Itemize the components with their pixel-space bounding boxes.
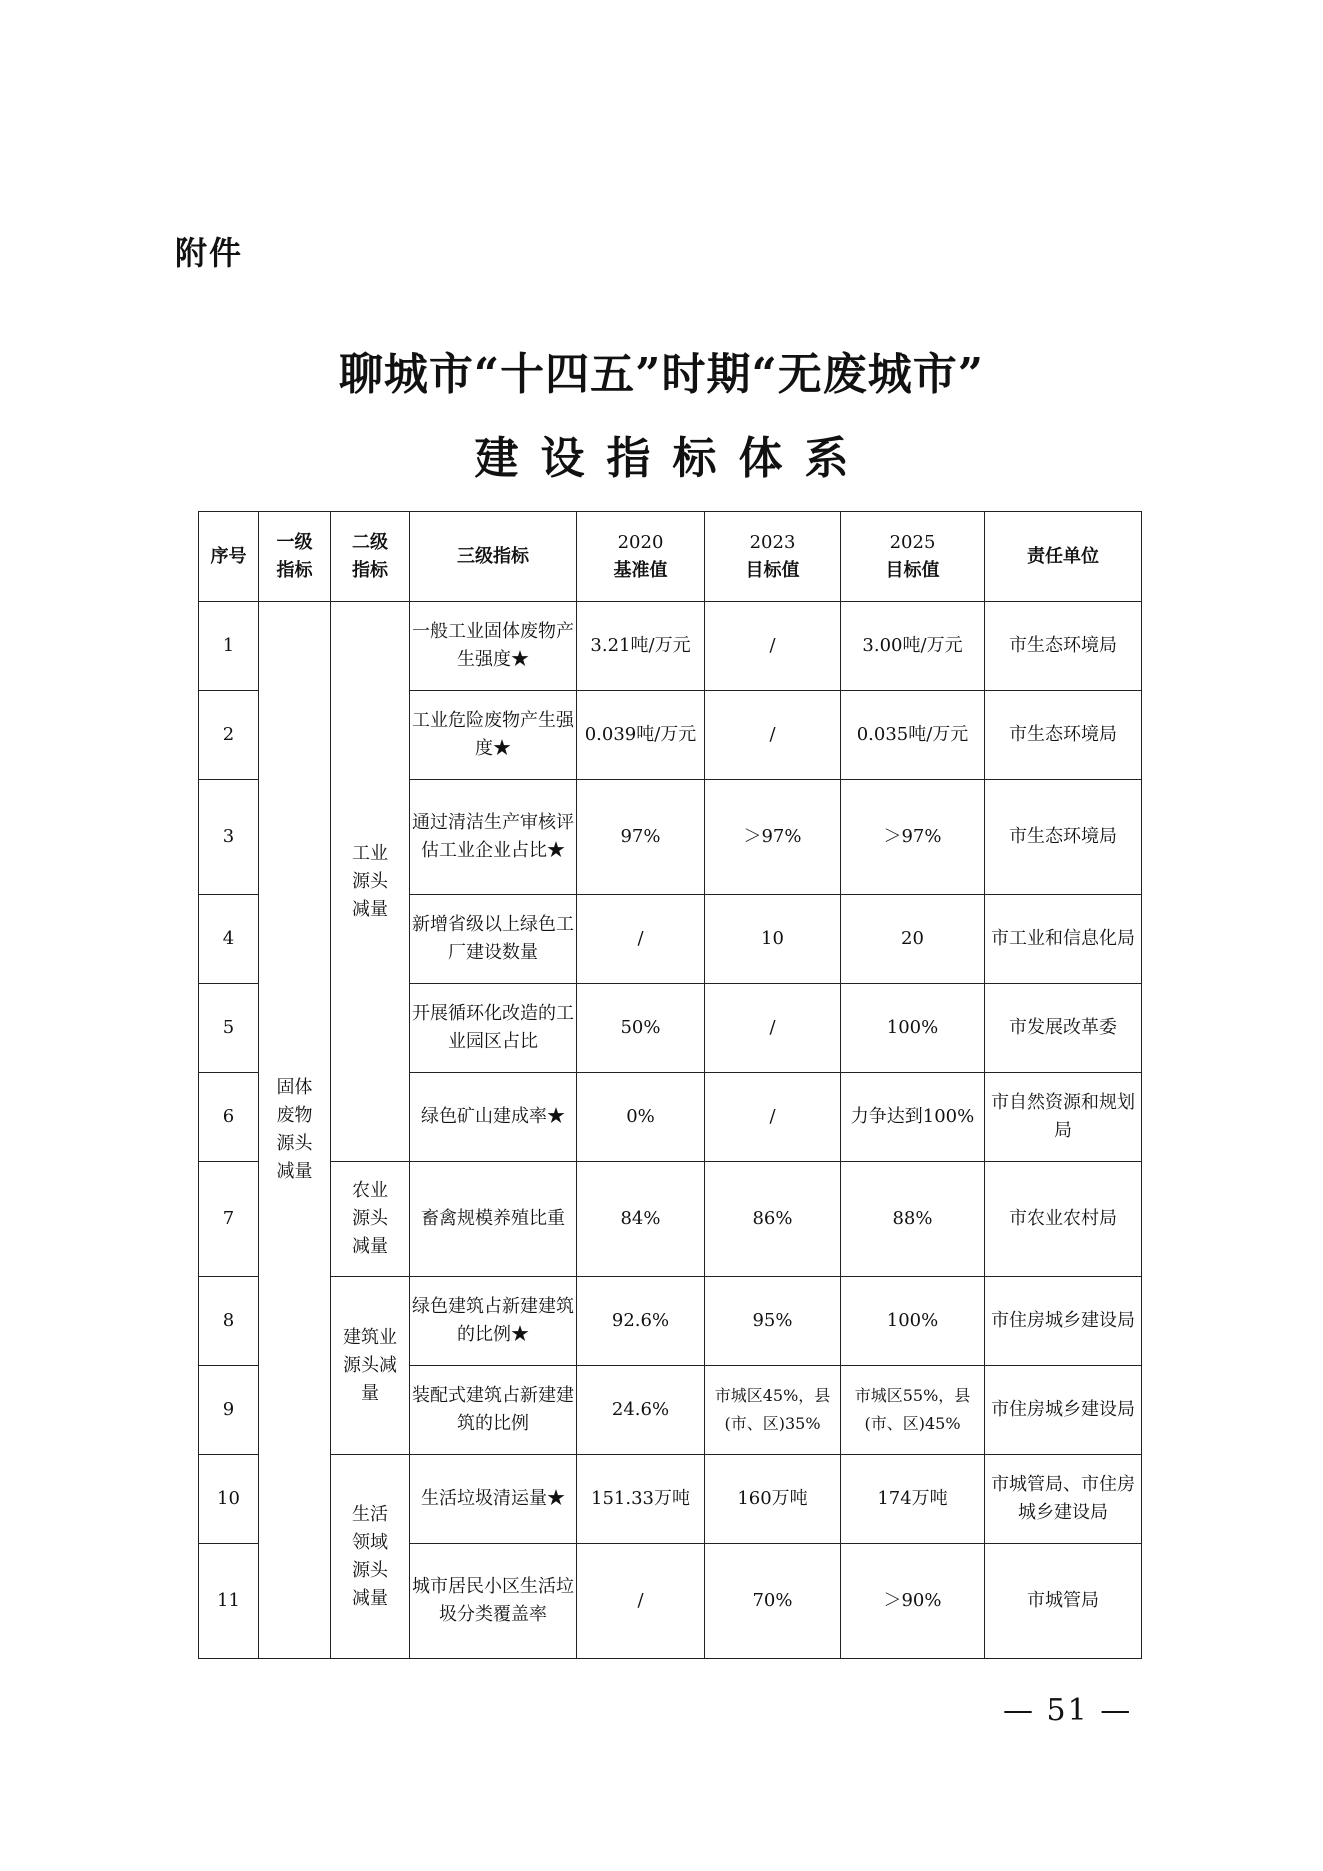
level2-cell: 生活领域源头减量 [331,1455,410,1659]
target-2023: 86% [705,1162,841,1277]
level2-cell: 工业源头减量 [331,602,410,1162]
target-2023: / [705,984,841,1073]
row-number: 2 [199,691,259,780]
row-number: 3 [199,780,259,895]
indicator-name: 开展循环化改造的工业园区占比 [410,984,577,1073]
target-2023: 160万吨 [705,1455,841,1544]
row-number: 5 [199,984,259,1073]
indicator-name: 工业危险废物产生强度★ [410,691,577,780]
row-number: 1 [199,602,259,691]
target-2023: / [705,602,841,691]
target-2025: 3.00吨/万元 [841,602,985,691]
responsible-unit: 市生态环境局 [985,602,1142,691]
base-value: 3.21吨/万元 [577,602,705,691]
responsible-unit: 市农业农村局 [985,1162,1142,1277]
level1-cell: 固体废物源头减量 [259,602,331,1659]
row-number: 10 [199,1455,259,1544]
indicator-name: 畜禽规模养殖比重 [410,1162,577,1277]
base-value: 50% [577,984,705,1073]
table-row [199,1162,1142,1277]
indicator-name: 通过清洁生产审核评估工业企业占比★ [410,780,577,895]
responsible-unit: 市自然资源和规划局 [985,1073,1142,1162]
row-number: 9 [199,1366,259,1455]
indicator-name: 绿色矿山建成率★ [410,1073,577,1162]
indicator-name: 一般工业固体废物产生强度★ [410,602,577,691]
responsible-unit: 市城管局 [985,1544,1142,1659]
target-2025: ＞97% [841,780,985,895]
target-2025: 20 [841,895,985,984]
base-value: 24.6% [577,1366,705,1455]
row-number: 11 [199,1544,259,1659]
table-row [199,1277,1142,1366]
base-value: 97% [577,780,705,895]
attachment-label: 附件 [175,234,244,272]
target-2023: 70% [705,1544,841,1659]
row-number: 8 [199,1277,259,1366]
header-level2: 二级指标 [331,512,410,602]
level2-cell: 建筑业源头减量 [331,1277,410,1455]
base-value: / [577,1544,705,1659]
level2-cell: 农业源头减量 [331,1162,410,1277]
indicator-name: 城市居民小区生活垃圾分类覆盖率 [410,1544,577,1659]
responsible-unit: 市生态环境局 [985,780,1142,895]
indicator-name: 新增省级以上绿色工厂建设数量 [410,895,577,984]
table-row [199,602,1142,691]
target-2023: / [705,691,841,780]
responsible-unit: 市城管局、市住房城乡建设局 [985,1455,1142,1544]
indicator-name: 生活垃圾清运量★ [410,1455,577,1544]
target-2023: 10 [705,895,841,984]
base-value: 151.33万吨 [577,1455,705,1544]
target-2023: 市城区45%，县(市、区)35% [705,1366,841,1455]
target-2025: 力争达到100% [841,1073,985,1162]
target-2025: 0.035吨/万元 [841,691,985,780]
row-number: 7 [199,1162,259,1277]
target-2025: 市城区55%，县(市、区)45% [841,1366,985,1455]
responsible-unit: 市工业和信息化局 [985,895,1142,984]
target-2025: 88% [841,1162,985,1277]
indicator-table [198,511,1142,1659]
header-level3: 三级指标 [410,512,577,602]
target-2025: 174万吨 [841,1455,985,1544]
base-value: / [577,895,705,984]
header-unit: 责任单位 [985,512,1142,602]
target-2025: ＞90% [841,1544,985,1659]
target-2025: 100% [841,1277,985,1366]
target-2023: ＞97% [705,780,841,895]
document-subtitle: 建设指标体系 [474,433,871,484]
responsible-unit: 市生态环境局 [985,691,1142,780]
row-number: 4 [199,895,259,984]
target-2023: / [705,1073,841,1162]
header-seq: 序号 [199,512,259,602]
base-value: 0.039吨/万元 [577,691,705,780]
responsible-unit: 市住房城乡建设局 [985,1366,1142,1455]
row-number: 6 [199,1073,259,1162]
page-number: — 51 — [1003,1693,1133,1728]
indicator-name: 装配式建筑占新建建筑的比例 [410,1366,577,1455]
table-row [199,1455,1142,1544]
base-value: 84% [577,1162,705,1277]
indicator-name: 绿色建筑占新建建筑的比例★ [410,1277,577,1366]
responsible-unit: 市发展改革委 [985,984,1142,1073]
responsible-unit: 市住房城乡建设局 [985,1277,1142,1366]
document-title: 聊城市“十四五”时期“无废城市” [338,349,985,400]
table-header-row [199,512,1142,602]
base-value: 0% [577,1073,705,1162]
header-base: 2020 基准值 [577,512,705,602]
header-target-2023: 2023 目标值 [705,512,841,602]
header-target-2025: 2025 目标值 [841,512,985,602]
target-2025: 100% [841,984,985,1073]
header-level1: 一级指标 [259,512,331,602]
target-2023: 95% [705,1277,841,1366]
base-value: 92.6% [577,1277,705,1366]
